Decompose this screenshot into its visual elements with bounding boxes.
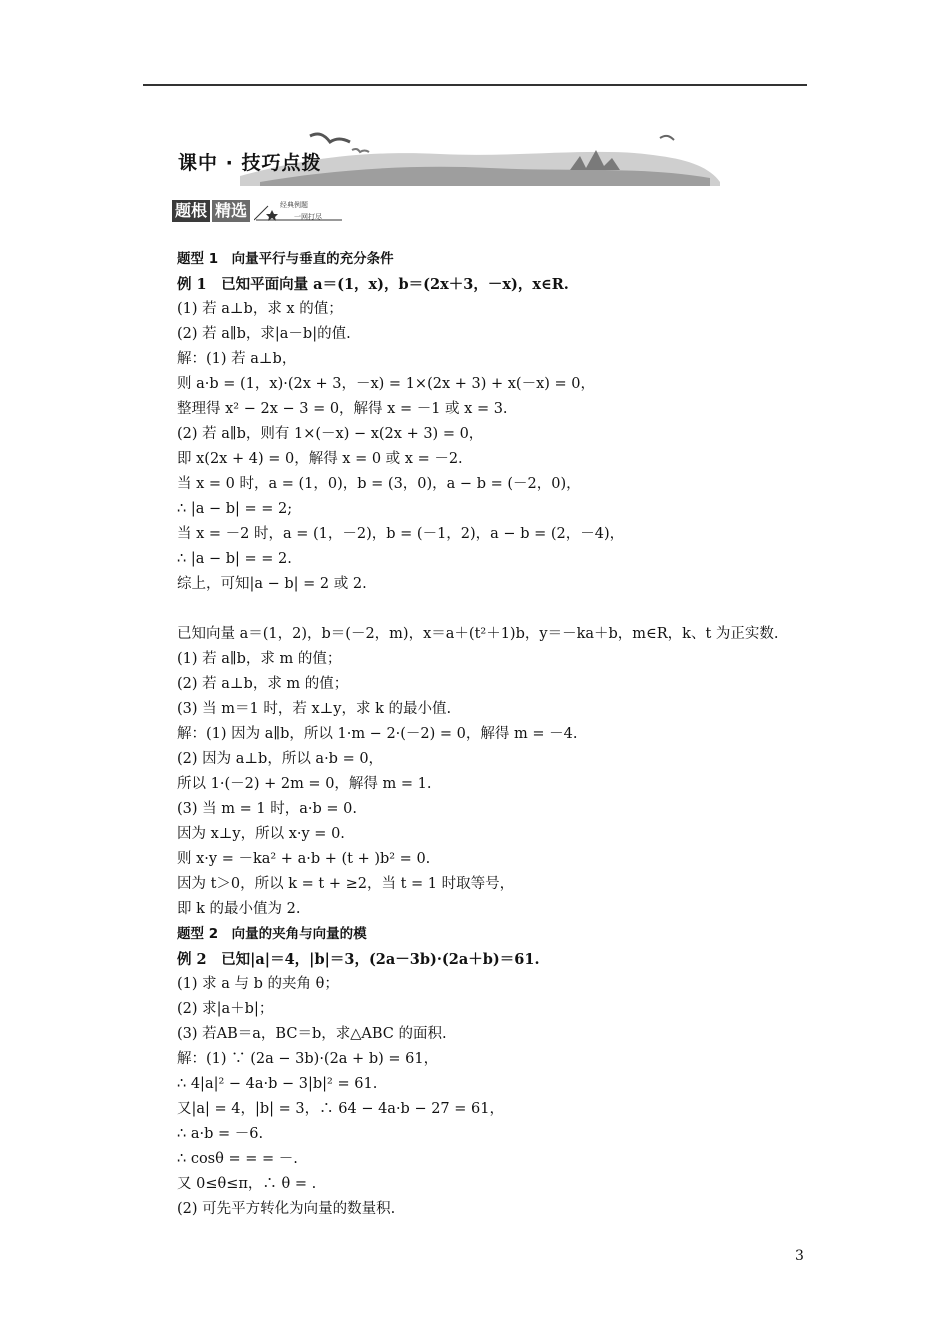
- text-line: (2) 求|a＋b|；: [177, 1001, 274, 1017]
- text-line: 则 x·y = －ka² + a·b + (t + )b² = 0.: [177, 851, 431, 867]
- text-line: 综上，可知|a − b| = 2 或 2.: [177, 576, 367, 592]
- text-line: 因为 x⊥y，所以 x·y = 0.: [177, 826, 345, 842]
- text-line: (3) 当 m＝1 时，若 x⊥y，求 k 的最小值.: [177, 701, 452, 717]
- text-line: 即 k 的最小值为 2.: [177, 901, 301, 917]
- text-line: ∴ |a − b| = = 2;: [177, 501, 293, 517]
- section-heading: 题型 2 向量的夹角与向量的模: [177, 926, 367, 942]
- text-line: ∴ cosθ = = = －.: [177, 1151, 298, 1167]
- text-line: (1) 若 a⊥b，求 x 的值；: [177, 301, 343, 317]
- text-line: 整理得 x² − 2x − 3 = 0，解得 x = －1 或 x = 3.: [177, 401, 508, 417]
- text-line: (2) 若 a∥b，则有 1×(－x) − x(2x + 3) = 0，: [177, 426, 484, 442]
- text-line: 解：(1) 因为 a∥b，所以 1·m − 2·(－2) = 0，解得 m = －4.: [177, 726, 578, 742]
- text-line: ∴ |a − b| = = 2.: [177, 551, 292, 567]
- text-line: (3) 当 m = 1 时，a·b = 0.: [177, 801, 357, 817]
- text-line: (2) 可先平方转化为向量的数量积.: [177, 1201, 396, 1217]
- text-line: 即 x(2x + 4) = 0，解得 x = 0 或 x = －2.: [177, 451, 463, 467]
- text-line: (2) 若 a∥b，求|a－b|的值.: [177, 326, 351, 342]
- badge-label-2: 精选: [212, 200, 250, 222]
- text-line: 因为 t＞0，所以 k = t + ≥2，当 t = 1 时取等号，: [177, 876, 515, 892]
- banner-title: 课中 · 技巧点拨: [178, 152, 322, 174]
- text-line: 又 0≤θ≤π，∴ θ = .: [177, 1176, 317, 1192]
- text-line: ∴ a·b = －6.: [177, 1126, 264, 1142]
- badge-subtitle: [254, 200, 344, 222]
- text-line: 则 a·b = (1，x)·(2x + 3，－x) = 1×(2x + 3) + x(－x) = 0，: [177, 376, 596, 392]
- text-line: 所以 1·(－2) + 2m = 0，解得 m = 1.: [177, 776, 432, 792]
- text-line: 已知向量 a＝(1，2)，b＝(－2，m)，x＝a＋(t²＋1)b，y＝－ka＋b，m∈R，k、t 为正实数.: [177, 626, 779, 642]
- text-line: 当 x = －2 时，a = (1，－2)，b = (－1，2)，a − b = (2，－4)，: [177, 526, 625, 542]
- text-line: 解：(1) 若 a⊥b，: [177, 351, 297, 367]
- text-line: 又|a| = 4，|b| = 3，∴ 64 − 4a·b − 27 = 61，: [177, 1101, 504, 1117]
- badge-sub-text-2: 一网打尽: [294, 213, 323, 221]
- page-number: 3: [795, 1248, 804, 1264]
- blank-line: [177, 597, 817, 622]
- text-line: (1) 求 a 与 b 的夹角 θ；: [177, 976, 339, 992]
- section-heading: 题型 1 向量平行与垂直的充分条件: [177, 251, 394, 267]
- badge-sub-text-1: 经典例题: [280, 201, 309, 209]
- top-rule: [143, 84, 807, 86]
- text-line: 例 2 已知|a|＝4，|b|＝3，(2a－3b)·(2a＋b)＝61.: [177, 951, 540, 968]
- text-line: (2) 因为 a⊥b，所以 a·b = 0，: [177, 751, 384, 767]
- section-badge: [172, 200, 344, 222]
- text-line: (1) 若 a∥b，求 m 的值；: [177, 651, 342, 667]
- text-line: (3) 若AB＝a，BC＝b，求△ABC 的面积.: [177, 1026, 447, 1042]
- badge-label-1: 题根: [172, 200, 210, 222]
- text-line: 当 x = 0 时，a = (1，0)，b = (3，0)，a − b = (－2，0)，: [177, 476, 581, 492]
- text-line: 例 1 已知平面向量 a＝(1，x)，b＝(2x＋3，－x)，x∈R.: [177, 276, 569, 293]
- text-line: (2) 若 a⊥b，求 m 的值；: [177, 676, 349, 692]
- document-body: [177, 247, 817, 1222]
- text-line: 解：(1) ∵ (2a − 3b)·(2a + b) = 61，: [177, 1051, 439, 1067]
- text-line: ∴ 4|a|² − 4a·b − 3|b|² = 61.: [177, 1076, 378, 1092]
